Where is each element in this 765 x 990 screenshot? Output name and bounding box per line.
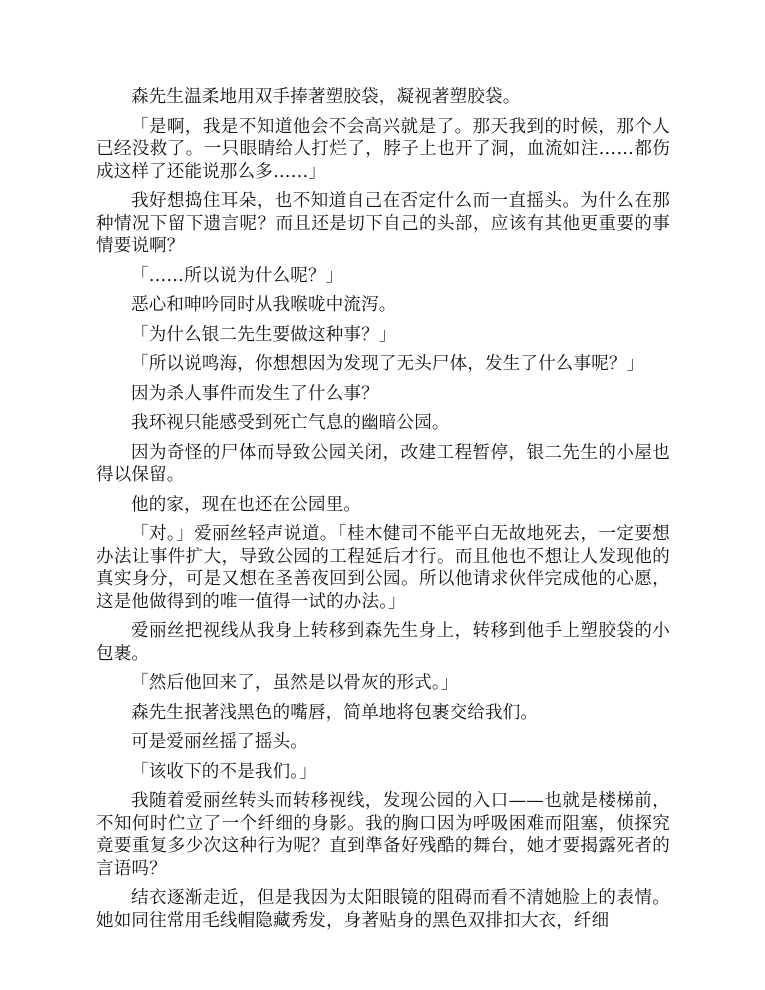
paragraph-17: 「该收下的不是我们。」 <box>131 761 317 782</box>
paragraph-4: 「……所以说为什么呢？」 <box>131 265 344 286</box>
paragraph-10: 因为奇怪的尸体而导致公园关闭，改建工程暂停，银二先生的小屋也得以保留。 <box>96 442 670 485</box>
paragraph-1: 森先生温柔地用双手捧著塑胶袋，凝视著塑胶袋。 <box>131 87 521 107</box>
page-body <box>96 86 670 939</box>
paragraph-19: 结衣逐渐走近，但是我因为太阳眼镜的阻碍而看不清她脸上的表情。她如同往常用毛线帽隐藏秀发，身著贴身的黑色双排扣大衣，纤细 <box>96 888 670 931</box>
paragraph-9: 我环视只能感受到死亡气息的幽暗公园。 <box>131 413 450 433</box>
paragraph-13: 爱丽丝把视线从我身上转移到森先生身上，转移到他手上塑胶袋的小包裹。 <box>96 621 670 664</box>
paragraph-6: 「为什么银二先生要做这种事？」 <box>131 324 397 345</box>
paragraph-5: 恶心和呻吟同时从我喉咙中流泻。 <box>131 295 397 315</box>
paragraph-3: 我好想捣住耳朵，也不知道自己在否定什么而一直摇头。为什么在那种情况下留下遗言呢？而且还是切下自己的头部，应该有其他更重要的事情要说啊？ <box>96 191 670 256</box>
paragraph-15: 森先生抿著浅黑色的嘴唇，简单地将包裹交给我们。 <box>131 702 539 723</box>
paragraph-12: 「对。」爱丽丝轻声说道。「桂木健司不能平白无故地死去，一定要想办法让事件扩大，导致公园的工程延后才行。而且他也不想让人发现他的真实身分，可是又想在圣善夜回到公园。所以他请求伙伴完成他的心愿，这是他做得到的唯一值得一试的办法。」 <box>96 524 670 612</box>
paragraph-7: 「所以说鸣海，你想想因为发现了无头尸体，发生了什么事呢？」 <box>131 354 645 374</box>
paragraph-14: 「然后他回来了，虽然是以骨灰的形式。」 <box>131 673 459 693</box>
paragraph-8: 因为杀人事件而发生了什么事？ <box>131 383 379 404</box>
paragraph-11: 他的家，现在也还在公园里。 <box>131 494 362 515</box>
paragraph-18: 我随着爱丽丝转头而转移视线，发现公园的入口——也就是楼梯前，不知何时伫立了一个纤细的身影。我的胸口因为呼吸困难而阻塞，侦探究竟要重复多少次这种行为呢？直到準备好残酷的舞台，她才要揭露死者的言语吗？ <box>96 791 670 879</box>
paragraph-2: 「是啊，我是不知道他会不会高兴就是了。那天我到的时候，那个人已经没救了。一只眼睛给人打烂了，脖子上也开了洞，血流如注……都伤成这样了还能说那么多……」 <box>96 116 670 182</box>
paragraph-16: 可是爱丽丝摇了摇头。 <box>131 732 308 752</box>
